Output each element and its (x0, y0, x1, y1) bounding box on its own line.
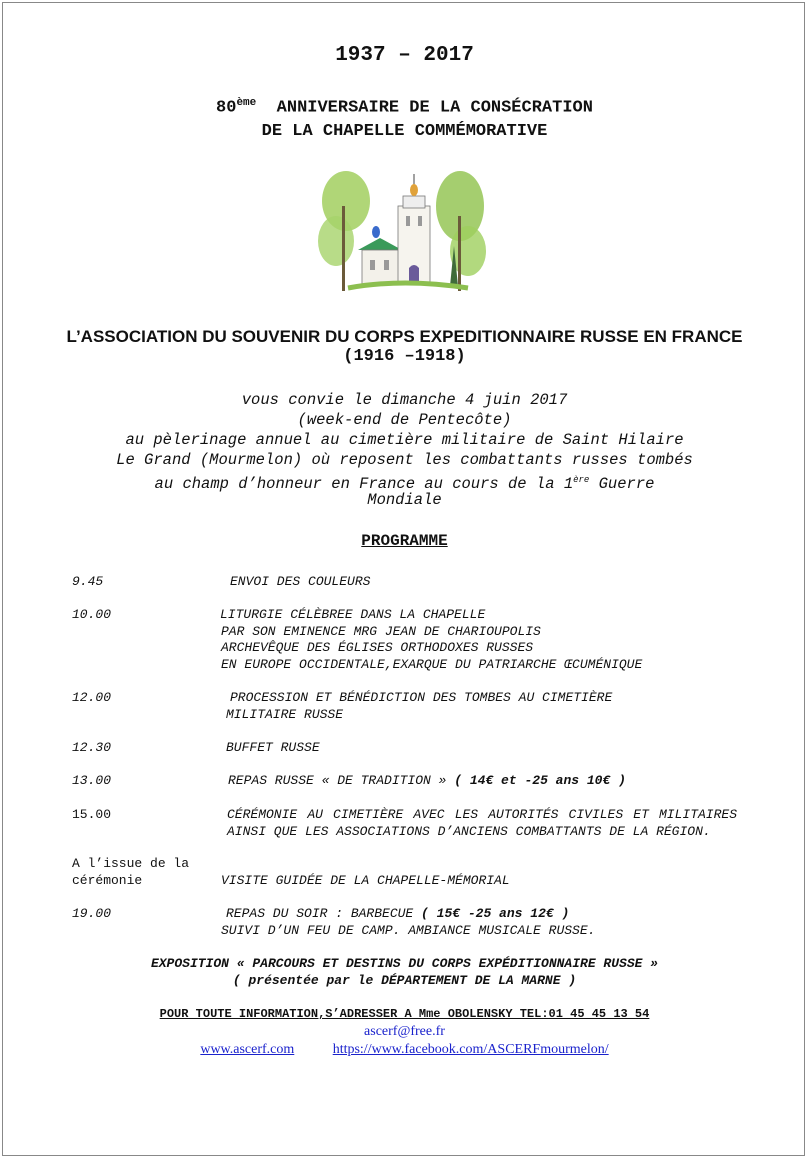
tree-right-icon (436, 171, 486, 291)
schedule-time: A l’issue de la (72, 856, 190, 871)
facebook-link[interactable]: https://www.facebook.com/ASCERFmourmelon/ (332, 1042, 609, 1057)
invitation-text: au champ d’honneur en France au cours de la 1 (154, 475, 574, 494)
schedule-desc: VISITE GUIDÉE DE LA CHAPELLE-MÉMORIAL (221, 873, 510, 888)
programme-title: PROGRAMME (361, 532, 448, 550)
anniversary-number: 80 (216, 98, 237, 118)
schedule-desc: LITURGIE CÉLÈBREE DANS LA CHAPELLE (220, 607, 486, 622)
schedule-desc (228, 773, 626, 790)
schedule-desc: PROCESSION ET BÉNÉDICTION DES TOMBES AU CIMETIÈRE (230, 690, 613, 705)
schedule-desc: MILITAIRE RUSSE (226, 707, 344, 722)
schedule-time: cérémonie (72, 873, 143, 888)
schedule-time: 15.00 (72, 807, 112, 822)
schedule-desc: EN EUROPE OCCIDENTALE,EXARQUE DU PATRIARCHE ŒCUMÉNIQUE (221, 657, 643, 672)
schedule-desc: BUFFET RUSSE (226, 740, 320, 755)
schedule-time: 10.00 (72, 607, 112, 622)
schedule-desc: CÉRÉMONIE AU CIMETIÈRE AVEC LES AUTORITÉS CIVILES ET MILITAIRES AINSI QUE LES ASSOCIATIONS D’ANCIENS COMBATTANTS DE LA RÉGION. (227, 807, 737, 839)
contact-info (0, 1007, 809, 1021)
invitation-sup: ère (573, 475, 590, 485)
anniversary-suffix: ème (236, 97, 257, 109)
chapel-illustration (318, 146, 488, 296)
links-row (0, 1040, 809, 1058)
schedule-time: 9.45 (72, 574, 104, 589)
invitation-text: Guerre (589, 475, 655, 494)
anniversary-text: ANNIVERSAIRE DE LA CONSÉCRATION (276, 98, 593, 118)
years-title: 1937 – 2017 (335, 44, 474, 67)
invitation-line: (week-end de Pentecôte) (297, 411, 512, 429)
exposition-title: EXPOSITION « PARCOURS ET DESTINS DU CORPS EXPÉDITIONNAIRE RUSSE » (150, 956, 659, 971)
email-link[interactable]: ascerf@free.fr (364, 1024, 445, 1039)
website-link[interactable]: www.ascerf.com (200, 1042, 295, 1057)
schedule-desc: ENVOI DES COULEURS (230, 574, 371, 589)
schedule-desc: PAR SON EMINENCE MRG JEAN DE CHARIOUPOLIS (221, 624, 541, 639)
schedule-time: 12.00 (72, 690, 112, 705)
schedule-desc (226, 906, 569, 923)
association-dates: (1916 –1918) (343, 347, 466, 366)
schedule-desc: SUIVI D’UN FEU DE CAMP. AMBIANCE MUSICALE RUSSE. (221, 923, 596, 938)
schedule-time: 13.00 (72, 773, 112, 788)
invitation-line: Le Grand (Mourmelon) où reposent les combattants russes tombés (116, 451, 693, 469)
schedule-desc: ARCHEVÊQUE DES ÉGLISES ORTHODOXES RUSSES (221, 640, 534, 655)
schedule-desc-text: REPAS RUSSE « DE TRADITION » (228, 773, 455, 788)
anniversary-line-2: DE LA CHAPELLE COMMÉMORATIVE (261, 122, 548, 141)
exposition-subtitle: ( présentée par le DÉPARTEMENT DE LA MARNE ) (232, 973, 577, 988)
invitation-line: Mondiale (367, 491, 442, 509)
invitation-line: vous convie le dimanche 4 juin 2017 (241, 391, 568, 409)
schedule-time: 19.00 (72, 906, 112, 921)
price: ( 14€ et -25 ans 10€ ) (454, 773, 626, 788)
price: ( 15€ -25 ans 12€ ) (421, 906, 570, 921)
schedule-desc-text: REPAS DU SOIR : BARBECUE (226, 906, 422, 921)
email-row (0, 1022, 809, 1040)
schedule-time: 12.30 (72, 740, 112, 755)
anniversary-line-1 (0, 97, 809, 118)
association-name: L’ASSOCIATION DU SOUVENIR DU CORPS EXPEDITIONNAIRE RUSSE EN FRANCE (66, 327, 743, 346)
contact-info-text: POUR TOUTE INFORMATION,S’ADRESSER A Mme OBOLENSKY TEL:01 45 45 13 54 (159, 1007, 650, 1021)
invitation-line: au pèlerinage annuel au cimetière militaire de Saint Hilaire (125, 431, 684, 449)
